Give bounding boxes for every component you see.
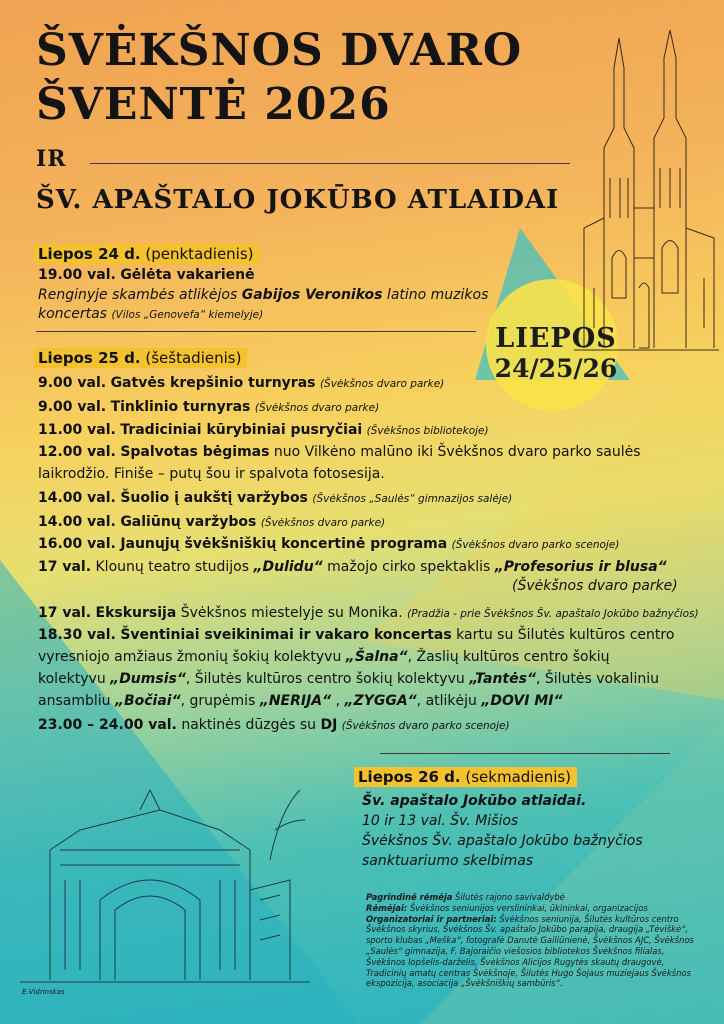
day25-weekday: (šeštadienis): [145, 349, 242, 367]
e10-time: 18.30 val.: [38, 627, 116, 643]
e4-rest: nuo Vilkėno malūno iki Švėkšnos dvaro parko saulės: [269, 444, 641, 460]
e10-l4b: „Bočiai“: [114, 693, 181, 709]
day26-title-text: Šv. apaštalo Jokūbo atlaidai.: [362, 793, 587, 809]
day25-date: Liepos 25 d.: [38, 349, 141, 367]
sponsors-block: [366, 892, 696, 989]
day25-badge: [34, 348, 247, 368]
e8-mid: mažojo cirko spektaklis: [322, 559, 495, 575]
day25-event-5: [38, 489, 512, 508]
e3-time: 11.00 val.: [38, 422, 116, 438]
e1-place: (Švėkšnos dvaro parke): [319, 378, 445, 390]
e8-place: (Švėkšnos dvaro parke): [512, 578, 678, 594]
e10-l3c: , Šilutės kultūros centro šokių kolektyvu: [185, 671, 470, 687]
day24-place: (Vilos „Genovefa“ kiemelyje): [111, 309, 264, 321]
e9-time: 17 val.: [38, 605, 92, 621]
cathedral-sketch-icon: [564, 28, 724, 358]
day26-line4: sanktuariumo skelbimas: [362, 853, 534, 869]
sponsors-main: [366, 892, 696, 903]
title-line-1: ŠVĖKŠNOS DVARO: [36, 25, 523, 76]
day26-date: Liepos 26 d.: [358, 768, 461, 786]
day24-desc-name: Gabijos Veronikos: [241, 287, 383, 303]
e10-l2c: , Žaslių kultūros centro šokių: [407, 649, 610, 665]
e11-dj: DJ: [320, 717, 338, 733]
e11-time: 23.00 – 24.00 val.: [38, 717, 177, 733]
e1-title: Gatvės krepšinio turnyras: [110, 375, 316, 391]
e8-time: 17 val.: [38, 559, 92, 575]
e5-time: 14.00 val.: [38, 490, 116, 506]
e3-title: Tradiciniai kūrybiniai pusryčiai: [120, 422, 363, 438]
title-line-2: ŠVENTĖ 2026: [36, 79, 391, 130]
e6-title: Galiūnų varžybos: [120, 514, 257, 530]
e8-name2: „Profesorius ir blusa“: [494, 559, 667, 575]
day26-line2: 10 ir 13 val. Šv. Mišios: [362, 813, 519, 829]
day25-event-10-line2: [38, 648, 609, 666]
title-line-3: IR: [36, 146, 67, 172]
e10-l4g: , atlikėju: [416, 693, 482, 709]
dates-month: LIEPOS: [495, 323, 617, 354]
e4-line2: laikrodžio. Finiše – putų šou ir spalvota fotosesija.: [38, 466, 385, 482]
day25-event-7: [38, 535, 619, 554]
e2-place: (Švėkšnos dvaro parke): [254, 402, 380, 414]
e10-l4e: ,: [331, 693, 345, 709]
sponsors-supporters-value: Švėkšnos seniunijos verslininkai, ūkininkai, organizacijos: [407, 902, 648, 913]
day25-event-10-line4: [38, 692, 562, 710]
day26-heading: [354, 767, 577, 787]
dates-days: 24/25/26: [494, 354, 618, 383]
sponsors-partners: [366, 914, 696, 990]
e7-place: (Švėkšnos dvaro parko scenoje): [451, 539, 620, 551]
day25-event-2: [38, 398, 379, 417]
sponsors-supporters-label: Rėmėjai:: [366, 902, 408, 913]
e5-title: Šuolio į aukštį varžybos: [120, 490, 308, 506]
e10-l2b: „Šalna“: [345, 649, 408, 665]
e10-l2a: vyresniojo amžiaus žmonių šokių kolektyvu: [38, 649, 346, 665]
e9-title: Ekskursija: [95, 605, 177, 621]
sponsors-main-value: Šilutės rajono savivaldybė: [452, 892, 565, 902]
e5-place: (Švėkšnos „Saulės“ gimnazijos salėje): [312, 493, 513, 505]
e9-rest: Švėkšnos miestelyje su Monika.: [176, 605, 408, 621]
day25-event-4-line2: [38, 465, 385, 483]
day26-line3: Švėkšnos Šv. apaštalo Jokūbo bažnyčios: [362, 833, 643, 849]
e10-l4h: „DOVI MI“: [481, 693, 563, 709]
manor-gate-sketch-icon: [20, 770, 310, 1000]
e8-pre: Klounų teatro studijos: [91, 559, 254, 575]
day24-desc-prefix: Renginyje skambės atlikėjos: [38, 287, 242, 303]
day25-divider: [380, 753, 670, 754]
day26-badge: [354, 767, 577, 787]
e1-time: 9.00 val.: [38, 375, 107, 391]
sponsors-partners-label: Organizatoriai ir partneriai:: [366, 913, 497, 924]
day26-weekday: (sekmadienis): [465, 768, 572, 786]
day24-desc-line2: [38, 305, 263, 324]
e10-l4a: ansambliu: [38, 693, 115, 709]
title-divider: [90, 163, 570, 164]
e10-l3e: , Šilutės vokaliniu: [535, 671, 659, 687]
e11-place: (Švėkšnos dvaro parko scenoje): [341, 720, 510, 732]
sponsors-partners-value: Švėkšnos seniunija, Šilutės kultūros centro Švėkšnos skyrius, Švėkšnos Šv. apaštalo Jokūbo parapija, draugija „Tėviškė“, sporto klubas „Meška“, fotografė Danutė Gailiūnienė, Švėkšnos AJC, Švėkšnos „Saulės“ gimnazija, F. Bajoraičio viešosios bibliotekos Švėkšnos filialas, Švėkšnos lopšelis-darželis, Švėkšnos Alicijos Rugytės skautų draugovė, Tradicinių amatų centras Švėkšnoje, Šilutės Hugo Šojaus muziejaus Švėkšnos ekspozicija, asociacija „Švėkšniškių sambūris“.: [366, 913, 694, 989]
day24-desc-suffix: latino muzikos: [382, 287, 489, 303]
dates-badge: [486, 324, 626, 384]
e8-name1: „Dulidu“: [253, 559, 323, 575]
e9-place: (Pradžia - prie Švėkšnos Šv. apaštalo Jokūbo bažnyčios): [407, 608, 699, 620]
day24-divider: [36, 331, 476, 332]
day25-event-10-line3: [38, 670, 659, 688]
e3-place: (Švėkšnos bibliotekoje): [366, 425, 489, 437]
day24-weekday: (penktadienis): [145, 245, 254, 263]
day26-title: [362, 792, 586, 810]
e7-title: Jaunųjų švėkšniškių koncertinė programa: [120, 536, 448, 552]
day24-event-time: 19.00 val.: [38, 267, 116, 283]
day24-event: [38, 266, 255, 284]
e11-rest: naktinės dūzgės su: [176, 717, 321, 733]
day24-heading: [34, 244, 260, 264]
day25-event-1: [38, 374, 444, 393]
day24-date: Liepos 24 d.: [38, 245, 141, 263]
day25-event-8: [38, 558, 667, 576]
day25-event-3: [38, 421, 489, 440]
e7-time: 16.00 val.: [38, 536, 116, 552]
day25-event-4: [38, 443, 641, 461]
e2-time: 9.00 val.: [38, 399, 107, 415]
day25-heading: [34, 348, 247, 368]
e6-place: (Švėkšnos dvaro parke): [260, 517, 386, 529]
e6-time: 14.00 val.: [38, 514, 116, 530]
e10-l3b: „Dumsis“: [110, 671, 186, 687]
sponsors-main-label: Pagrindinė rėmėja: [366, 892, 453, 902]
e10-l3d: „Tantės“: [469, 671, 536, 687]
day24-event-title: Gėlėta vakarienė: [120, 267, 255, 283]
e10-title: Šventiniai sveikinimai ir vakaro koncertas: [120, 627, 452, 643]
e10-rest: kartu su Šilutės kultūros centro: [451, 627, 675, 643]
e2-title: Tinklinio turnyras: [110, 399, 251, 415]
e10-l3a: kolektyvu: [38, 671, 111, 687]
day24-desc-line2-text: koncertas: [38, 306, 112, 322]
e10-l4f: „ZYGGA“: [344, 693, 417, 709]
e10-l4d: „NERIJA“: [259, 693, 332, 709]
day24-badge: [34, 244, 260, 264]
e10-l4c: , grupėmis: [180, 693, 260, 709]
day25-event-11: [38, 716, 510, 735]
e4-time: 12.00 val.: [38, 444, 116, 460]
day25-event-10: [38, 626, 674, 644]
sponsors-supporters: [366, 903, 696, 914]
day24-desc: [38, 286, 488, 304]
day25-event-9: [38, 604, 699, 623]
artist-signature: E.Vidrinskas: [22, 988, 65, 996]
day25-event-6: [38, 513, 385, 532]
e4-title: Spalvotas bėgimas: [120, 444, 270, 460]
title-line-4: ŠV. APAŠTALO JOKŪBO ATLAIDAI: [36, 185, 560, 215]
